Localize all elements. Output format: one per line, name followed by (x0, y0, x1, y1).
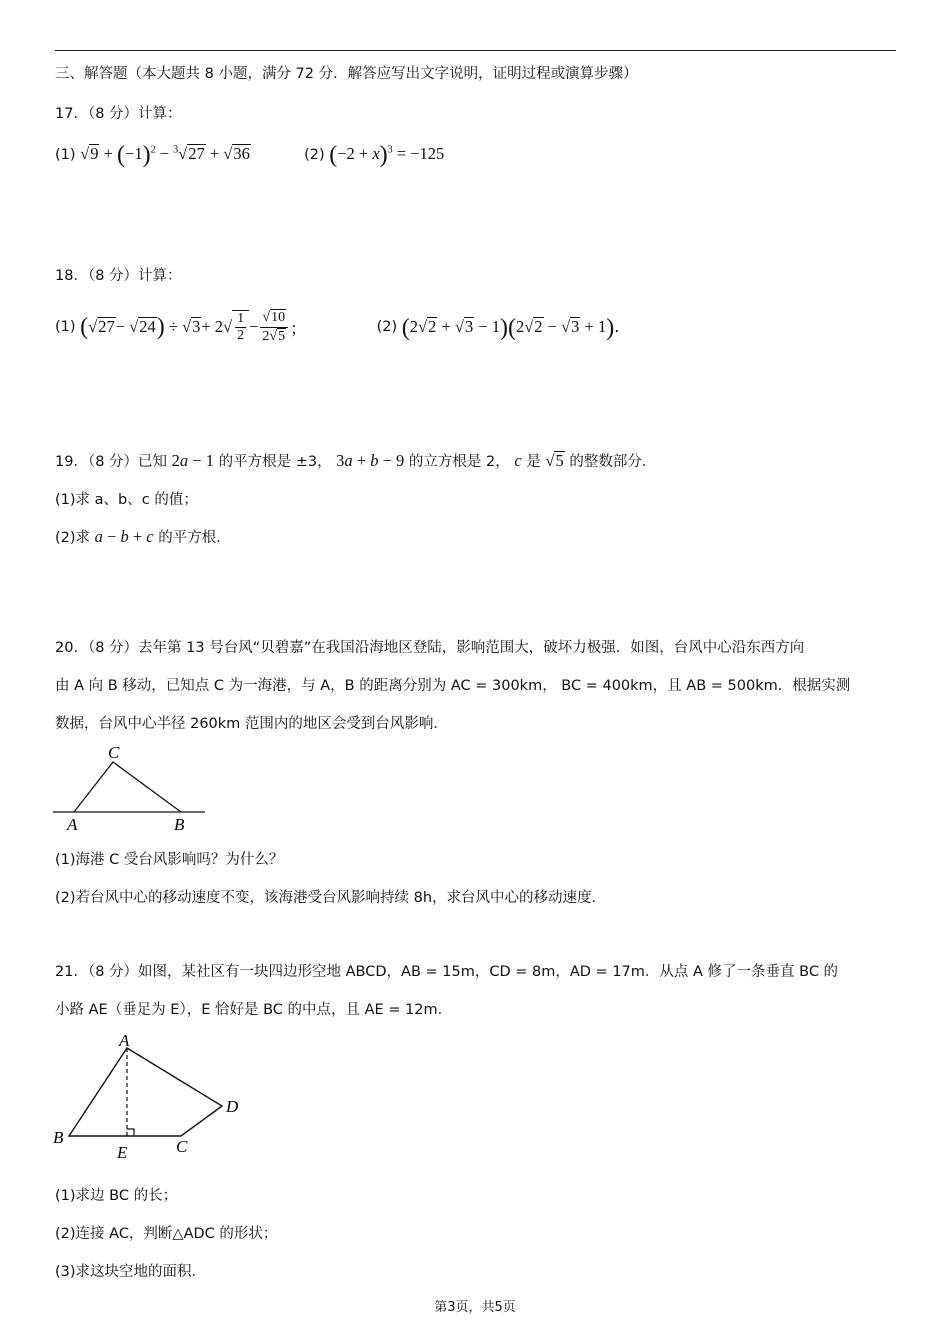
q18-title: 18．（8 分）计算： (55, 268, 182, 284)
page-footer: 第3页，共5页 (434, 1300, 516, 1315)
q18-p2-label: (2) (376, 319, 398, 335)
q18-p1-label: (1) (55, 319, 76, 335)
q18-expressions (55, 304, 631, 350)
q17-p2-label: (2) (304, 147, 325, 163)
q21-right-angle-mark (127, 1129, 134, 1136)
q21-line2: 小路 AE（垂足为 E），E 恰好是 BC 的中点，且 AE = 12m． (55, 1002, 453, 1018)
q19-sub1: (1)求 a、b、c 的值； (55, 492, 198, 508)
q20-line3: 数据，台风中心半径 260km 范围内的地区会受到台风影响． (55, 716, 448, 732)
q17-p2-rhs: = −125 (396, 144, 445, 163)
q21-label-a: A (119, 1031, 130, 1050)
q17-p1-expr: $√9 + (-1)^2 - ^3√27 + √36$ (80, 142, 250, 168)
q20-label-b: B (174, 815, 185, 834)
q19-statement: 19．（8 分）已知 2a − 1 的平方根是 ±3， 3a + b − 9 的立方根是 2， c 是 √5 的整数部分． (55, 451, 657, 470)
q21-line1: 21．（8 分）如图，某社区有一块四边形空地 ABCD，AB = 15m，CD = 8m，AD = 17m．从点 A 修了一条垂直 BC 的 (55, 964, 839, 980)
q18-p2-expr: (2√2 + √3 − 1)(2√2 − √3 + 1)． (401, 314, 631, 341)
q21-label-b: B (53, 1128, 64, 1147)
q20-line2: 由 A 向 B 移动，已知点 C 为一海港，与 A，B 的距离分别为 AC = 300km， BC = 400km，且 AB = 500km．根据实测 (55, 678, 851, 694)
q21-label-c: C (176, 1137, 188, 1156)
top-rule (55, 50, 896, 51)
q20-label-c: C (108, 743, 120, 762)
q17-title: 17．（8 分）计算： (55, 106, 182, 122)
q20-sub1: (1)海港 C 受台风影响吗？为什么？ (55, 852, 284, 868)
q21-quadrilateral-figure (48, 1030, 258, 1170)
q20-sub2: (2)若台风中心的移动速度不变，该海港受台风影响持续 8h，求台风中心的移动速度． (55, 890, 607, 906)
q17-p1-label: (1) (55, 147, 76, 163)
q20-triangle (74, 762, 181, 812)
q21-label-e: E (117, 1143, 128, 1162)
q19-sub2: (2)求 a − b + c 的平方根． (55, 527, 231, 546)
q17-p2-expr: $(-2 + x)^3 = -125$ (329, 142, 445, 168)
q20-triangle-figure (50, 740, 220, 836)
q21-sub1: (1)求边 BC 的长； (55, 1188, 178, 1204)
q21-label-d: D (226, 1097, 239, 1116)
section-header: 三、解答题（本大题共 8 小题，满分 72 分．解答应写出文字说明，证明过程或演算步骤） (55, 66, 638, 82)
q21-sub3: (3)求这块空地的面积． (55, 1264, 207, 1280)
q18-p1-expr: ( √ 27 − √ 24 ) ÷ √ 3 + 2√ $\frac{1}{2}$ − $\frac{√10}{2√5}$ ； (80, 310, 307, 344)
q21-quadrilateral (69, 1048, 222, 1136)
q17-expressions (55, 142, 444, 169)
q20-label-a: A (67, 815, 78, 834)
q21-sub2: (2)连接 AC，判断△ADC 的形状； (55, 1226, 278, 1242)
q20-line1: 20．（8 分）去年第 13 号台风“贝碧嘉”在我国沿海地区登陆，影响范围大，破坏力极强．如图，台风中心沿东西方向 (55, 640, 805, 656)
